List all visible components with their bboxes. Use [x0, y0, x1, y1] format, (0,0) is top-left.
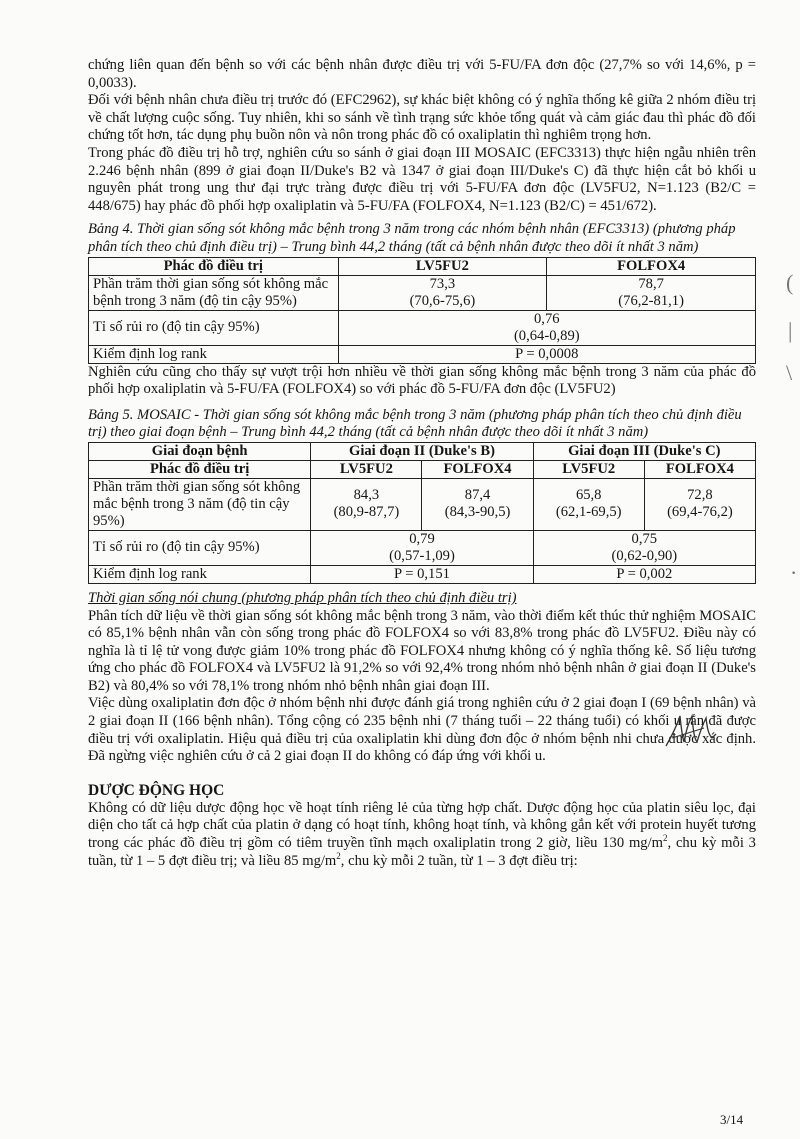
- overall-survival-heading-text: Thời gian sống nói chung (phương pháp phân tích theo chủ định điều trị): [88, 589, 517, 606]
- value: 0,75: [631, 530, 658, 547]
- confidence-interval: (62,1-69,5): [555, 504, 622, 521]
- table-cell: P = 0,151: [311, 565, 533, 583]
- table-row: [89, 275, 756, 310]
- table-cell: [547, 275, 756, 310]
- table-5: [88, 442, 756, 584]
- table-row: [89, 478, 756, 530]
- pk-text: Không có dữ liệu dược động học về hoạt tính riêng lẻ của từng hợp chất. Dược động học của platin siêu lọc, đại diện cho tất cả hợp chất của platin ở dạng có hoạt tính, không hoạt tính, và không gắn kết với protein huyết tương trong các phác đồ điều trị gồm có tiêm truyền tĩnh mạch oxaliplatin trong 2 giờ, liều 130 mg/m: [88, 799, 756, 852]
- paragraph-mosaic: Trong phác đồ điều trị hỗ trợ, nghiên cứu so sánh ở giai đoạn III MOSAIC (EFC3313) thực hiện ngẫu nhiên trên 2.246 bệnh nhân (899 ở giai đoạn II/Duke's B2 và 1347 ở giai đoạn III/Duke's C) đã thực hiện cắt bỏ khối u nguyên phát trong ung thư đại trực tràng được điều trị với 5-FU/FA đơn độc (LV5FU2, N=1.123 (B2/C = 448/675) hay phác đồ phối hợp oxaliplatin và 5-FU/FA (FOLFOX4, N=1.123 (B2/C) = 451/672).: [88, 144, 756, 214]
- confidence-interval: (76,2-81,1): [618, 292, 684, 309]
- table-cell: [338, 310, 755, 345]
- table-header-cell: FOLFOX4: [547, 257, 756, 275]
- table-header-row: [89, 460, 756, 478]
- table5-caption: Bảng 5. MOSAIC - Thời gian sống sót không mắc bệnh trong 3 năm (phương pháp phân tích theo chủ định điều trị) theo giai đoạn bệnh – Trung bình 44,2 tháng (tất cả bệnh nhân được theo dõi ít nhất 3 năm): [88, 406, 742, 441]
- table-cell-label: Tỉ số rủi ro (độ tin cậy 95%): [89, 310, 339, 345]
- table-cell-label: Phần trăm thời gian sống sót không mắc bệnh trong 3 năm (độ tin cậy 95%): [89, 275, 339, 310]
- table-row: [89, 530, 756, 565]
- table-header-cell: Phác đồ điều trị: [89, 257, 339, 275]
- paragraph-efc2962: Đối với bệnh nhân chưa điều trị trước đó (EFC2962), sự khác biệt không có ý nghĩa thống kê giữa 2 nhóm điều trị về chất lượng cuộc sống. Tuy nhiên, khi so sánh về tình trạng sức khỏe tổng quát và cảm giác đau thì phác đồ đối chứng tốt hơn, tác dụng phụ buồn nôn và nôn trong phác đồ có oxaliplatin thì nghiêm trọng hơn.: [88, 92, 756, 144]
- paragraph-overall-survival: Phân tích dữ liệu về thời gian sống sót không mắc bệnh trong 3 năm, vào thời điểm kết thúc thử nghiệm MOSAIC có 85,1% bệnh nhân vẫn còn sống trong phác đồ FOLFOX4 so với 83,8% trong phác đồ LV5FU2. Điều này có nghĩa là tỉ lệ tử vong được giảm 10% trong phác đồ FOLFOX4 nhưng không có ý nghĩa thống kê. Số liệu tương ứng cho phác đồ FOLFOX4 và LV5FU2 là 91,2% so với 92,4% trong nhóm nhỏ bệnh nhân ở giai đoạn II (Duke's B2) và 80,4% so với 78,1% trong nhóm nhỏ bệnh nhân giai đoạn III.: [88, 607, 756, 694]
- table-header-row: [89, 257, 756, 275]
- paragraph-pharmacokinetics: [88, 800, 756, 870]
- page-number: 3/14: [720, 1112, 744, 1127]
- table-cell: [338, 275, 547, 310]
- scan-edge-mark: |: [788, 318, 793, 343]
- confidence-interval: (0,57-1,09): [389, 547, 455, 564]
- table4-caption: Bảng 4. Thời gian sống sót không mắc bệnh trong 3 năm trong các nhóm bệnh nhân (EFC3313) (phương pháp phân tích theo chủ định điều trị) – Trung bình 44,2 tháng (tất cả bệnh nhân được theo dõi ít nhất 3 năm): [88, 221, 736, 255]
- table-header-cell: FOLFOX4: [644, 460, 755, 478]
- table-header-cell: LV5FU2: [311, 460, 422, 478]
- confidence-interval: (0,64-0,89): [513, 327, 580, 344]
- paragraph-superiority: Nghiên cứu cũng cho thấy sự vượt trội hơn nhiều về thời gian sống không mắc bệnh trong 3 năm của phác đồ phối hợp oxaliplatin và 5-FU/FA (FOLFOX4) so với phác đồ 5-FU/FA đơn độc (LV5FU2): [88, 363, 756, 398]
- table-cell-label: Tỉ số rủi ro (độ tin cậy 95%): [89, 530, 311, 565]
- pk-text-mid: , chu kỳ mỗi 3 tuần, từ 1 – 5 đợt điều trị; và liều 85 mg/m: [88, 835, 756, 869]
- value: 65,8: [575, 487, 602, 504]
- table-header-cell: Phác đồ điều trị: [89, 460, 311, 478]
- table-cell: P = 0,0008: [338, 345, 755, 363]
- table-header-cell: LV5FU2: [533, 460, 644, 478]
- table-row: [89, 310, 756, 345]
- value: 84,3: [353, 487, 380, 504]
- table-header-row: [89, 442, 756, 460]
- table-cell-label: Kiểm định log rank: [89, 565, 311, 583]
- section-heading-pharmacokinetics: DƯỢC ĐỘNG HỌC: [88, 781, 225, 799]
- confidence-interval: (70,6-75,6): [409, 292, 476, 309]
- table-cell: [311, 530, 533, 565]
- value: 0,76: [534, 310, 560, 327]
- paragraph-outcome-continued: chứng liên quan đến bệnh so với các bệnh nhân được điều trị với 5-FU/FA đơn độc (27,7% so với 14,6%, p = 0,0033).: [88, 57, 756, 91]
- table-cell: [311, 478, 422, 530]
- table-header-cell: Giai đoạn III (Duke's C): [533, 442, 755, 460]
- value: 87,4: [464, 487, 491, 504]
- table-row: [89, 565, 756, 583]
- confidence-interval: (80,9-87,7): [333, 504, 400, 521]
- confidence-interval: (0,62-0,90): [611, 547, 678, 564]
- document-page: [88, 57, 756, 870]
- superscript: 2: [336, 850, 341, 861]
- confidence-interval: (84,3-90,5): [444, 504, 511, 521]
- table-cell-label: Kiểm định log rank: [89, 345, 339, 363]
- scan-edge-mark: ·: [790, 560, 798, 585]
- scan-edge-mark: \: [786, 360, 793, 385]
- overall-survival-heading: [88, 590, 756, 608]
- table-row: [89, 345, 756, 363]
- table-header-cell: Giai đoạn bệnh: [89, 442, 311, 460]
- table-cell: P = 0,002: [533, 565, 755, 583]
- pk-text-end: , chu kỳ mỗi 2 tuần, từ 1 – 3 đợt điều trị:: [340, 852, 578, 869]
- table-cell: [533, 478, 644, 530]
- value: 78,7: [638, 275, 664, 292]
- table-header-cell: Giai đoạn II (Duke's B): [311, 442, 533, 460]
- table-header-cell: FOLFOX4: [422, 460, 533, 478]
- table-cell: [533, 530, 755, 565]
- table-4: [88, 257, 756, 364]
- value: 0,79: [409, 530, 435, 547]
- paragraph-pediatric: Việc dùng oxaliplatin đơn độc ở nhóm bệnh nhi được đánh giá trong nghiên cứu ở 2 giai đoạn I (69 bệnh nhân) và 2 giai đoạn II (166 bệnh nhân). Tổng cộng có 235 bệnh nhi (7 tháng tuổi – 22 tháng tuổi) có khối u rắn đã được điều trị với oxaliplatin. Hiệu quả điều trị của oxaliplatin khi dùng đơn độc ở nhóm bệnh nhi chưa được xác định. Đã ngừng việc nghiên cứu ở cả 2 giai đoạn II do không có đáp ứng với khối u.: [88, 695, 756, 765]
- handwritten-signature: [664, 712, 718, 748]
- superscript: 2: [663, 833, 668, 844]
- scan-edge-mark: (: [786, 270, 794, 295]
- table-header-cell: LV5FU2: [338, 257, 547, 275]
- value: 73,3: [429, 275, 456, 292]
- value: 72,8: [687, 487, 713, 504]
- table-cell: [644, 478, 755, 530]
- table-cell: [422, 478, 533, 530]
- confidence-interval: (69,4-76,2): [667, 504, 733, 521]
- table-cell-label: Phần trăm thời gian sống sót không mắc bệnh trong 3 năm (độ tin cậy 95%): [89, 478, 311, 530]
